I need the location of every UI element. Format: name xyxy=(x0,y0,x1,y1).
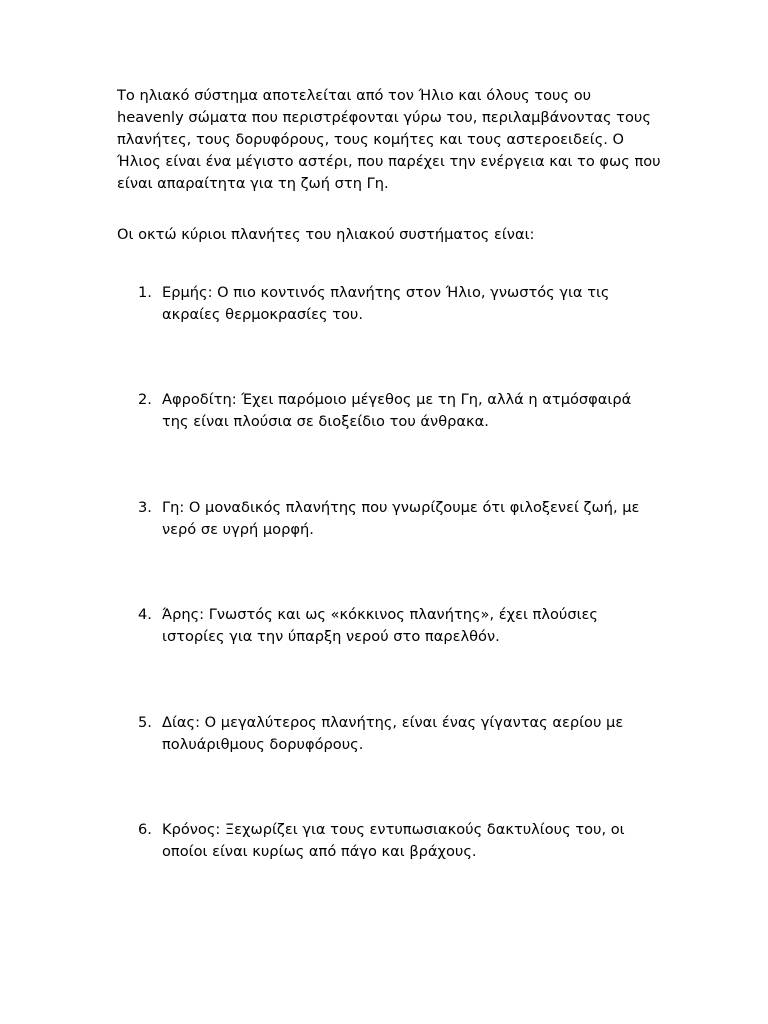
list-item-number: 5. xyxy=(138,714,152,731)
list-item xyxy=(138,282,662,326)
planets-lead-sentence: Οι οκτώ κύριοι πλανήτες του ηλιακού συστήματος είναι: xyxy=(117,226,535,243)
list-item-text: Γη: Ο μοναδικός πλανήτης που γνωρίζουμε ότι φιλοξενεί ζωή, με νερό σε υγρή μορφή. xyxy=(162,499,640,538)
list-item xyxy=(138,712,662,756)
intro-paragraph: Το ηλιακό σύστημα αποτελείται από τον Ήλιο και όλους τους ου heavenly σώματα που περιστρέφονται γύρω του, περιλαμβάνοντας τους πλανήτες, τους δορυφόρους, τους κομήτες και τους αστεροειδείς. Ο Ήλιος είναι ένα μέγιστο αστέρι, που παρέχει την ενέργεια και το φως που είναι απαραίτητα για τη ζωή στη Γη. xyxy=(117,87,661,192)
list-item-text: Κρόνος: Ξεχωρίζει για τους εντυπωσιακούς δακτυλίους του, οι οποίοι είναι κυρίως από πάγο και βράχους. xyxy=(162,821,625,860)
list-item-number: 1. xyxy=(138,284,152,301)
list-item xyxy=(138,389,662,433)
list-item-text: Άρης: Γνωστός και ως «κόκκινος πλανήτης», έχει πλούσιες ιστορίες για την ύπαρξη νερού στο παρελθόν. xyxy=(162,606,598,645)
list-item-number: 3. xyxy=(138,499,152,516)
document-page xyxy=(117,85,662,860)
list-item-text: Αφροδίτη: Έχει παρόμοιο μέγεθος με τη Γη, αλλά η ατμόσφαιρά της είναι πλούσια σε διοξείδιο του άνθρακα. xyxy=(162,391,632,430)
list-item-number: 6. xyxy=(138,821,152,838)
list-item-text: Ερμής: Ο πιο κοντινός πλανήτης στον Ήλιο, γνωστός για τις ακραίες θερμοκρασίες του. xyxy=(162,284,610,323)
list-item xyxy=(138,497,662,541)
list-item-number: 4. xyxy=(138,606,152,623)
list-item xyxy=(138,819,662,863)
list-item-text: Δίας: Ο μεγαλύτερος πλανήτης, είναι ένας γίγαντας αερίου με πολυάριθμους δορυφόρους. xyxy=(162,714,624,753)
list-item-number: 2. xyxy=(138,391,152,408)
list-item xyxy=(138,604,662,648)
